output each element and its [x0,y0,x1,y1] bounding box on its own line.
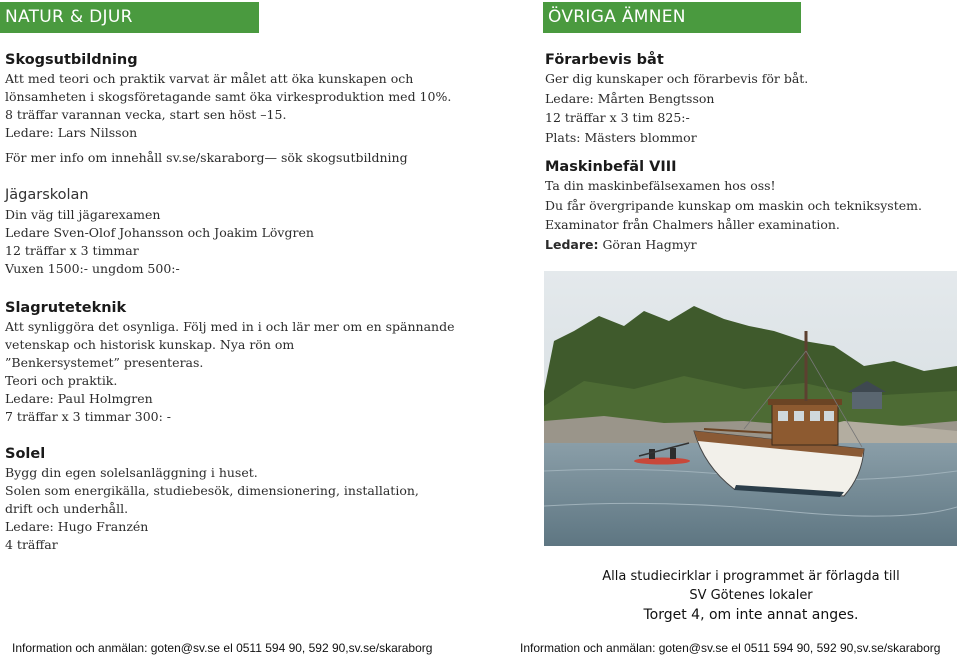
course-title: Maskinbefäl VIII [545,159,677,175]
course-line: Ger dig kunskaper och förarbevis för båt. [545,71,809,86]
course-line: Att med teori och praktik varvat är målet att öka kunskapen och [5,71,414,86]
course-line: Ledare Sven-Olof Johansson och Joakim Lövgren [5,225,314,240]
course-title: Skogsutbildning [5,52,138,68]
course-title: Solel [5,446,46,462]
course-line: Ledare: Hugo Franzén [5,519,149,534]
course-solel [5,446,419,554]
course-line: ”Benkersystemet” presenteras. [5,355,204,370]
course-line: Ta din maskinbefälsexamen hos oss! [545,178,776,193]
boat-photo-icon [544,271,957,546]
course-skogsutbildning [5,52,451,167]
course-line: Bygg din egen solelsanläggning i huset. [5,465,258,480]
footer-contact-right: Information och anmälan: goten@sv.se el 0511 594 90, 592 90,sv.se/skaraborg [520,641,941,655]
course-line: 12 träffar x 3 timmar [5,243,139,258]
course-line: Att synliggöra det osynliga. Följ med in i och lär mer om en spännande [5,319,455,334]
course-line: Examinator från Chalmers håller examination. [545,217,840,232]
course-line: Teori och praktik. [5,373,118,388]
course-slagruteteknik [5,300,455,426]
course-line: vetenskap och historisk kunskap. Nya rön om [5,337,295,352]
course-forarbevis-bat [545,52,808,147]
course-line: 12 träffar x 3 tim 825:- [545,110,690,125]
course-title: Slagruteteknik [5,300,127,316]
course-line: Ledare: Lars Nilsson [5,125,138,140]
location-note [545,567,957,626]
course-line: Du får övergripande kunskap om maskin och tekniksystem. [545,197,922,213]
course-title: Jägarskolan [5,187,89,203]
course-leader-line [545,235,922,255]
section-header-ovriga-amnen: ÖVRIGA ÄMNEN [543,2,801,33]
course-line: 7 träffar x 3 timmar 300: - [5,409,172,424]
course-line: Din väg till jägarexamen [5,207,161,222]
course-line: Vuxen 1500:- ungdom 500:- [5,261,180,276]
course-title: Förarbevis båt [545,52,664,68]
footer-contact-left: Information och anmälan: goten@sv.se el 0511 594 90, 592 90,sv.se/skaraborg [12,641,433,655]
leader-name: Göran Hagmyr [598,236,697,252]
course-line: Solen som energikälla, studiebesök, dimensionering, installation, [5,483,419,498]
course-line: drift och underhåll. [5,501,129,516]
boat-photo [544,271,957,546]
section-header-natur-djur: NATUR & DJUR [0,2,259,33]
leader-label: Ledare: [545,236,599,252]
course-line: 4 träffar [5,537,58,552]
course-jagarskolan [5,187,314,278]
course-maskinbefal [545,159,922,254]
course-line: Ledare: Mårten Bengtsson [545,90,715,106]
note-line: Torget 4, om inte annat anges. [643,607,859,623]
course-line: lönsamheten i skogsföretagande samt öka virkesproduktion med 10%. [5,89,452,104]
note-line: SV Götenes lokaler [689,588,813,603]
course-info-link: För mer info om innehåll sv.se/skaraborg— sök skogsutbildning [5,150,408,165]
course-line: Plats: Mästers blommor [545,129,697,145]
course-line: Ledare: Paul Holmgren [5,391,153,406]
note-line: Alla studiecirklar i programmet är förlagda till [602,569,900,584]
course-line: 8 träffar varannan vecka, start sen höst –15. [5,107,287,122]
